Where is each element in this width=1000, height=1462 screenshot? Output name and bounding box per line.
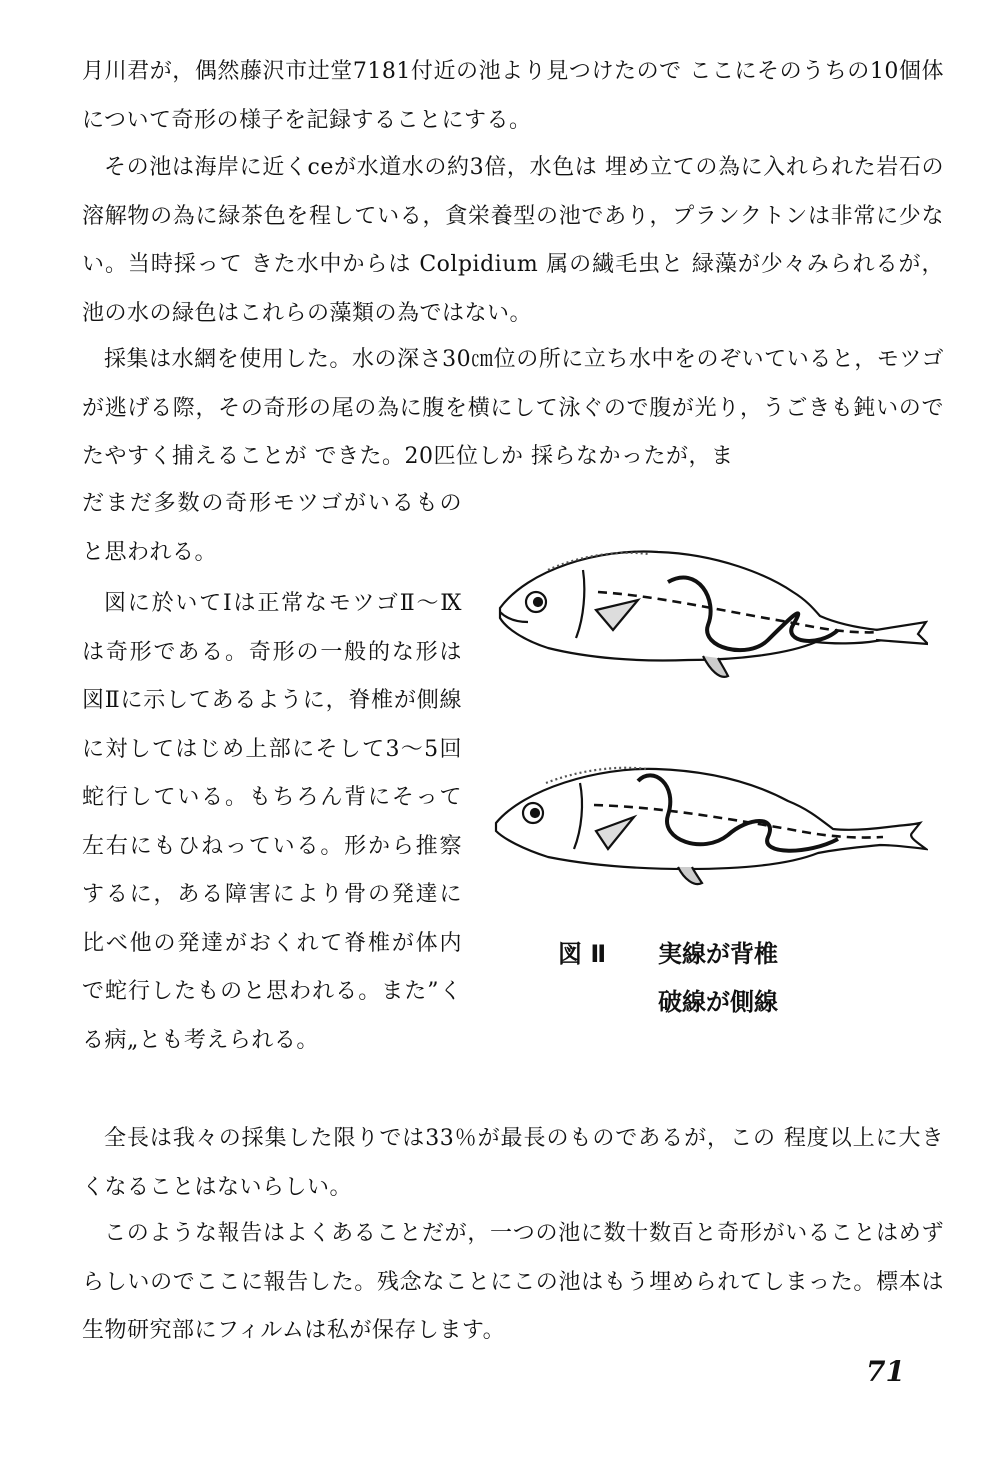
deformed-fish-illustration-2: [496, 768, 926, 884]
caption-dashed-line: 破線が側線: [658, 988, 778, 1016]
paragraph-conclusion: このような報告はよくあることだが，一つの池に数十数百と奇形がいることはめずらしいのでここに報告した。残念なことにこの池はもう埋められてしまった。標本は生物研究部にフィルムは私が保存します。: [82, 1221, 944, 1343]
paragraph-intro: 月川君が，偶然藤沢市辻堂7181付近の池より見つけたので ここにそのうちの10個体について奇形の様子を記録することにする。: [82, 59, 944, 133]
deformed-fish-figure: [488, 530, 928, 900]
figure-number: 図 Ⅱ: [558, 940, 607, 968]
paragraph-figure-explanation: 図に於いてⅠは正常なモツゴⅡ～Ⅸは奇形である。奇形の一般的な形は図Ⅱに示してあるように，脊椎が側線に対してはじめ上部にそして3～5回蛇行している。もちろん背にそって左右にもひねっている。形から推察するに，ある障害により骨の発達に比べ他の発達がおくれて脊椎が体内で蛇行したものと思われる。また”くる病„とも考えられる。: [82, 591, 462, 1053]
figure-caption: [558, 930, 878, 1026]
paragraph-pond-description: その池は海岸に近くceが水道水の約3倍，水色は 埋め立ての為に入れられた岩石の溶解物の為に緑茶色を程している，貪栄養型の池であり，プランクトンは非常に少ない。当時採って きた水中からは Colpidium 属の繊毛虫と 緑藻が少々みられるが，池の水の緑色はこれらの藻類の為ではない。: [82, 155, 944, 326]
deformed-fish-illustration-1: [500, 552, 928, 677]
paragraph-length: 全長は我々の採集した限りでは33％が最長のものであるが，この 程度以上に大きくなることはないらしい。: [82, 1126, 944, 1200]
paragraph-collection-continued: だまだ多数の奇形モツゴがいるものと思われる。: [82, 491, 462, 565]
page-number: 71: [866, 1355, 905, 1388]
caption-solid-line: 実線が背椎: [658, 940, 778, 968]
paragraph-collection: 採集は水網を使用した。水の深さ30㎝位の所に立ち水中をのぞいていると，モツゴが逃げる際，その奇形の尾の為に腹を横にして泳ぐので腹が光り，うごきも鈍いので たやすく捕えることが できた。20匹位しか 採らなかったが，ま: [82, 347, 944, 469]
